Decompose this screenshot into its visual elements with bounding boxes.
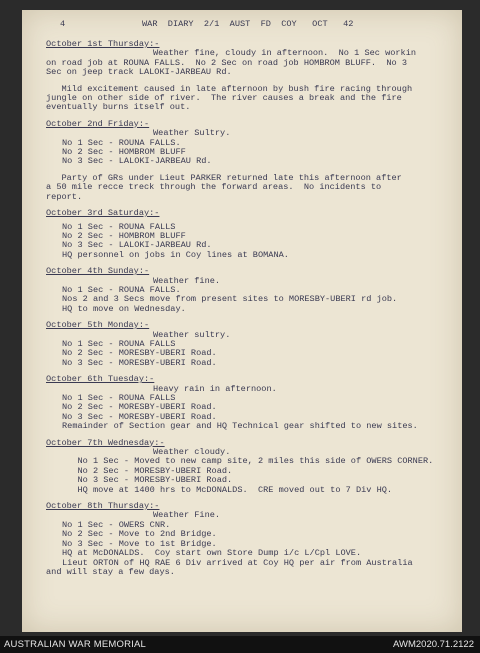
entry-line: HQ at McDONALDS. Coy start own Store Dump i/c L/Cpl LOVE. <box>62 548 362 559</box>
footer-accession-number: AWM2020.71.2122 <box>393 639 474 650</box>
footer-bar <box>0 636 480 653</box>
diary-entry <box>46 502 466 584</box>
page-marker: 4 <box>60 19 66 29</box>
entry-line: No 1 Sec - OWERS CNR. <box>62 519 171 530</box>
entry-line: No 3 Sec - LALOKI-JARBEAU Rd. <box>62 156 212 167</box>
entry-line: HQ personnel on jobs in Coy lines at BOMANA. <box>62 249 289 260</box>
diary-entry <box>46 321 466 375</box>
diary-entry <box>46 120 466 209</box>
entry-line: HQ move at 1400 hrs to McDONALDS. CRE moved out to 7 Div HQ. <box>62 484 393 495</box>
entry-line: No 1 Sec - ROUNA FALLS <box>62 393 176 403</box>
entry-line: Remainder of Section gear and HQ Technical gear shifted to new sites. <box>62 421 418 432</box>
entry-date-heading: October 8th Thursday:- <box>46 501 160 512</box>
entry-line: Mild excitement caused in late afternoon by bush fire racing through <box>46 83 413 94</box>
diary-entry <box>46 439 466 502</box>
page-header <box>46 20 466 30</box>
diary-entry <box>46 209 466 267</box>
entry-line: No 1 Sec - Moved to new camp site, 2 miles this side of OWERS CORNER. <box>62 456 434 467</box>
entry-line: No 2 Sec - HOMBROM BLUFF <box>62 230 186 241</box>
entry-line: jungle on other side of river. The river causes a break and the fire <box>46 93 402 104</box>
entry-line: No 3 Sec - LALOKI-JARBEAU Rd. <box>62 240 212 251</box>
entry-line: HQ to move on Wednesday. <box>62 303 186 314</box>
entry-date-heading: October 5th Monday:- <box>46 320 150 331</box>
entry-line: a 50 mile recce treck through the forward areas. No incidents to <box>46 182 382 193</box>
entry-line: Lieut ORTON of HQ RAE 6 Div arrived at Coy HQ per air from Australia <box>62 557 413 568</box>
entry-line: on road job at ROUNA FALLS. No 2 Sec on road job HOMBROM BLUFF. No 3 <box>46 57 407 68</box>
entry-spacer <box>46 577 466 584</box>
weather-note: Weather fine, cloudy in afternoon. No 1 Sec workin <box>153 48 417 59</box>
entry-line: No 2 Sec - Move to 2nd Bridge. <box>62 529 217 540</box>
diary-content <box>46 20 466 584</box>
entry-line: report. <box>46 191 83 202</box>
weather-note: Heavy rain in afternoon. <box>153 383 277 394</box>
entry-line: and will stay a few days. <box>46 566 175 577</box>
entry-date-heading: October 6th Tuesday:- <box>46 374 155 385</box>
diary-entries <box>46 40 466 584</box>
entry-line: No 1 Sec - ROUNA FALLS <box>62 221 176 232</box>
entry-line: No 3 Sec - MORESBY-UBERI Road. <box>62 411 217 422</box>
weather-note: Weather sultry. <box>153 329 231 340</box>
entry-line: No 3 Sec - MORESBY-UBERI Road. <box>62 357 217 368</box>
weather-note: Weather Sultry. <box>153 128 231 139</box>
entry-date-heading: October 2nd Friday:- <box>46 118 150 129</box>
entry-line: No 2 Sec - MORESBY-UBERI Road. <box>62 465 233 476</box>
entry-date-heading: October 7th Wednesday:- <box>46 437 165 448</box>
entry-date-heading: October 4th Sunday:- <box>46 266 150 277</box>
entry-line: eventually burns itself out. <box>46 102 191 113</box>
weather-note: Weather fine. <box>153 275 221 286</box>
entry-date-heading: October 3rd Saturday:- <box>46 208 160 219</box>
weather-note: Weather cloudy. <box>153 447 231 458</box>
diary-entry <box>46 40 466 120</box>
entry-line: No 2 Sec - MORESBY-UBERI Road. <box>62 402 217 413</box>
entry-line: No 2 Sec - MORESBY-UBERI Road. <box>62 348 217 359</box>
entry-line: No 3 Sec - Move to 1st Bridge. <box>62 538 217 549</box>
weather-note: Weather Fine. <box>153 510 221 521</box>
entry-line: No 2 Sec - HOMBROM BLUFF <box>62 147 186 158</box>
diary-title: WAR DIARY 2/1 AUST FD COY OCT 42 <box>142 19 354 29</box>
diary-entry <box>46 375 466 438</box>
entry-line: Party of GRs under Lieut PARKER returned late this afternoon after <box>46 172 402 183</box>
entry-line: Nos 2 and 3 Secs move from present sites to MORESBY-UBERI rd job. <box>62 294 398 305</box>
diary-entry <box>46 267 466 321</box>
entry-line: No 1 Sec - ROUNA FALLS. <box>62 284 181 295</box>
entry-line: No 3 Sec - MORESBY-UBERI Road. <box>62 475 233 486</box>
entry-date-heading: October 1st Thursday:- <box>46 39 160 49</box>
entry-line: Sec on jeep track LALOKI-JARBEAU Rd. <box>46 67 232 78</box>
entry-line: No 1 Sec - ROUNA FALLS <box>62 338 176 349</box>
entry-line: No 1 Sec - ROUNA FALLS. <box>62 137 181 148</box>
footer-institution: AUSTRALIAN WAR MEMORIAL <box>4 639 147 650</box>
